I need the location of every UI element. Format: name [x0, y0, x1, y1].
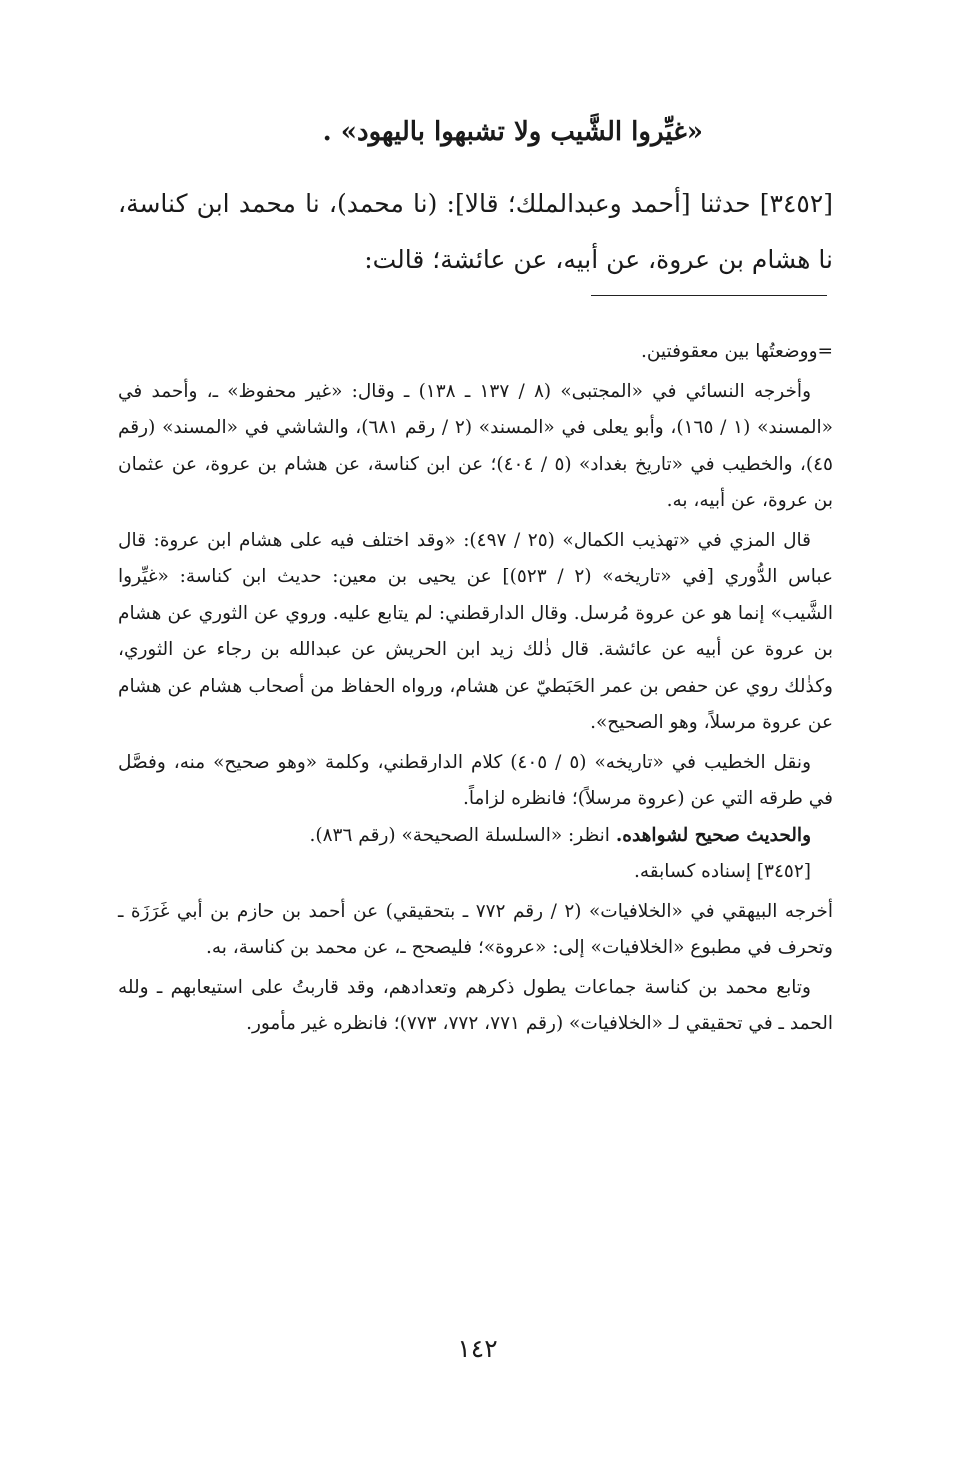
footnote-takhrij: وأخرجه النسائي في «المجتبى» (٨ / ١٣٧ ـ ١٣٨) ـ وقال: «غير محفوظ» ـ، وأحمد في «المسند» (١ / ١٦٥)، وأبو يعلى في «المسند» (٢ / رقم ٦٨١)، والشاشي في «المسند» (رقم ٤٥)، والخطيب في «تاريخ بغداد» (٥ / ٤٠٤)؛ عن ابن كناسة، عن هشام بن عروة، عن عثمان بن عروة، عن أبيه، به.	[118, 380, 833, 511]
footnotes	[118, 334, 833, 1043]
footnote-khatib: ونقل الخطيب في «تاريخه» (٥ / ٤٠٥) كلام الدارقطني، وكلمة «وهو صحيح» منه، وفصَّل في طرقه التي عن (عروة مرسلاً)؛ فانظره لزاماً.	[118, 751, 833, 809]
page-number: ١٤٢	[457, 1334, 498, 1363]
hadith-quote: «غيِّروا الشَّيب ولا تشبهوا باليهود» .	[322, 117, 703, 147]
footnote-mutabaat: وتابع محمد بن كناسة جماعات يطول ذكرهم وتعدادهم، وقد قاربتُ على استيعابهم ـ ولله الحمد ـ في تحقيقي لـ «الخلافيات» (رقم ٧٧١، ٧٧٢، ٧٧٣)؛ فانظره غير مأمور.	[118, 976, 833, 1034]
footnote-separator	[591, 295, 827, 296]
footnote-bayhaqi: أخرجه البيهقي في «الخلافيات» (٢ / رقم ٧٧٢ ـ بتحقيقي) عن أحمد بن حازم بن أبي غَرَزَة ـ وتحرف في مطبوع «الخلافيات» إلى: «عروة»؛ فليصحح ـ، عن محمد بن كناسة، به.	[118, 900, 833, 958]
grading-lead: والحديث صحيح لشواهده.	[615, 824, 811, 846]
footnote-continuation: =ووضعتُها بين معقوفتين.	[640, 341, 833, 362]
hadith-isnad: [٣٤٥٢] حدثنا [أحمد وعبدالملك؛ قالا]: (نا محمد)، نا محمد ابن كناسة، نا هشام بن عروة، عن أبيه، عن عائشة؛ قالت:	[118, 189, 833, 274]
footnote-mizzi-quote: قال المزي في «تهذيب الكمال» (٢٥ / ٤٩٧): «وقد اختلف فيه على هشام ابن عروة: قال عباس الدُّوري [في «تاريخه» (٢ / ٥٢٣)] عن يحيى بن معين: حديث ابن كناسة: «غيِّروا الشَّيب» إنما هو عن عروة مُرسل. وقال الدارقطني: لم يتابع عليه. وروي عن الثوري عن هشام بن عروة عن أبيه عن عائشة. قال ذٰلك زيد ابن الحريش عن عبدالله بن رجاء عن الثوري، وكذٰلك روي عن حفص بن عمر الحَبَطيّ عن هشام، ورواه الحفاظ من أصحاب هشام عن هشام عن عروة مرسلاً، وهو الصحيح».	[118, 529, 833, 733]
grading-rest: انظر: «السلسلة الصحيحة» (رقم ٨٣٦).	[309, 824, 610, 846]
footnote-isnad-note: [٣٤٥٢] إسناده كسابقه.	[634, 861, 811, 882]
footnote-grading	[118, 818, 833, 855]
